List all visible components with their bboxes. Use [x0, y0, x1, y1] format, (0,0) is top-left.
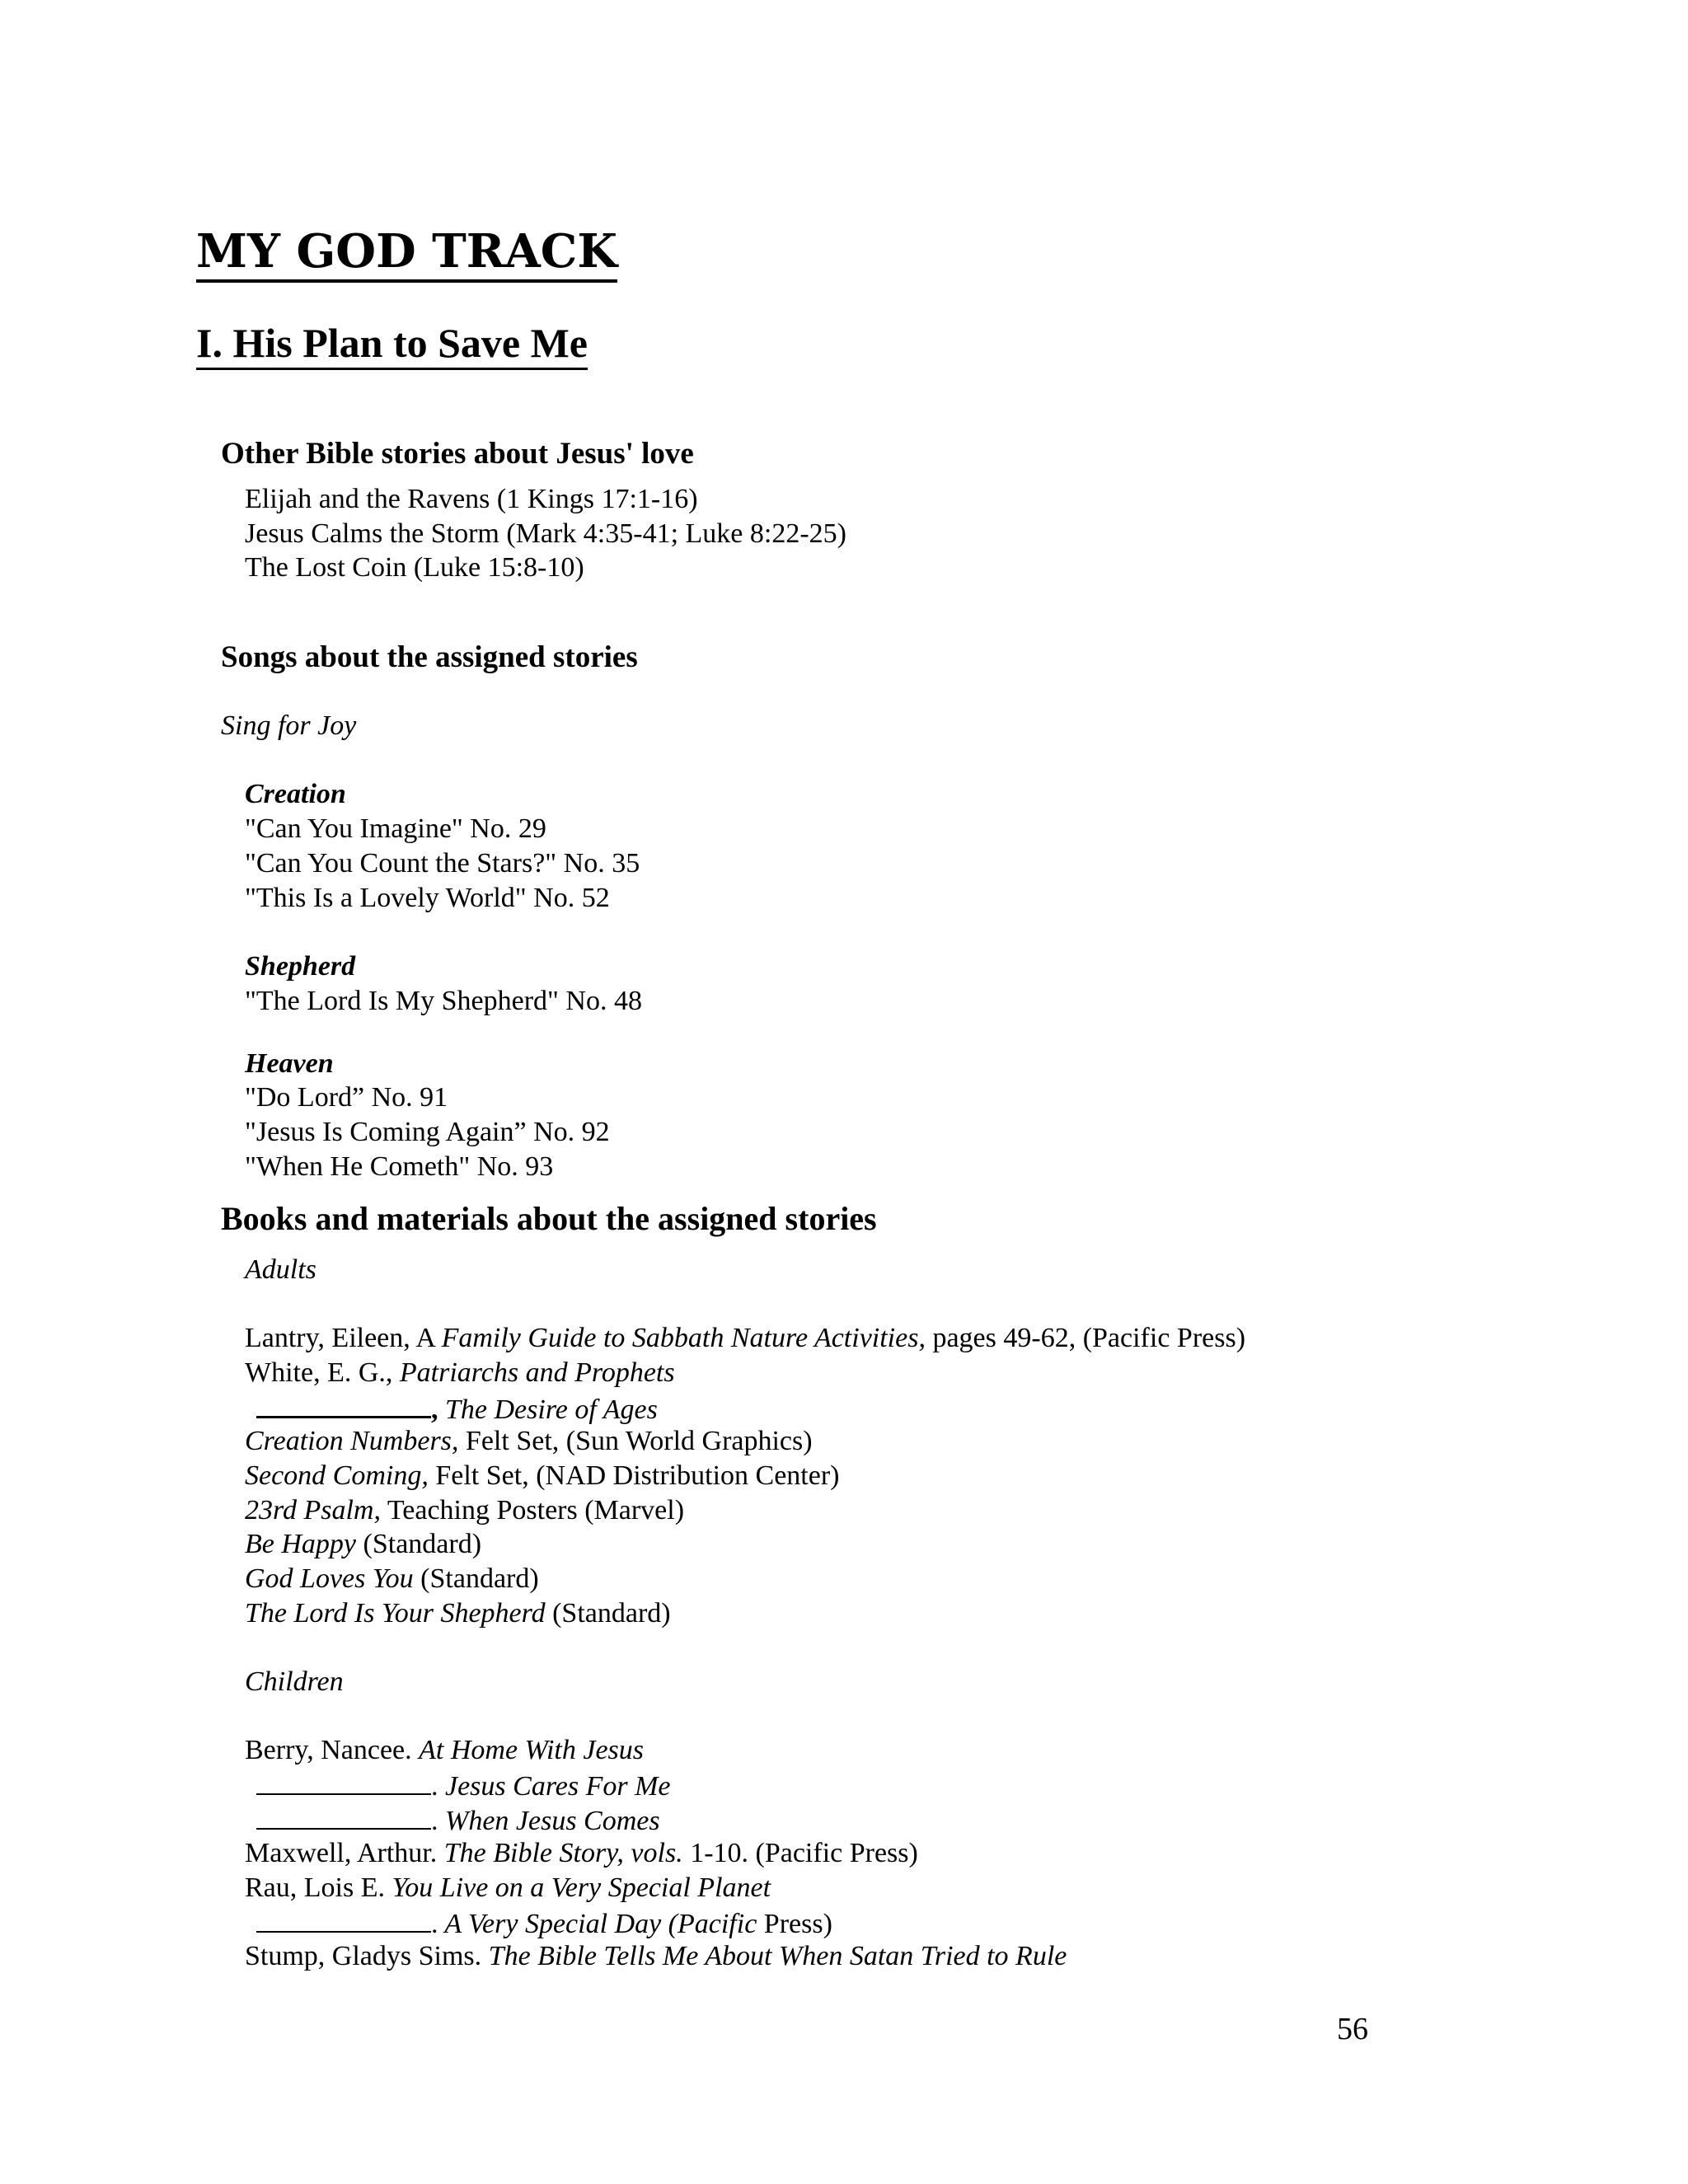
section-title: I. His Plan to Save Me — [196, 318, 588, 370]
song-item: "This Is a Lovely World" No. 52 — [245, 883, 610, 913]
song-item: "When He Cometh" No. 93 — [245, 1151, 554, 1182]
book-entry: Creation Numbers, Felt Set, (Sun World Graphics) — [245, 1426, 813, 1456]
book-entry: Stump, Gladys Sims. The Bible Tells Me About When Satan Tried to Rule — [245, 1941, 1067, 1971]
book-entry: , The Desire of Ages — [245, 1391, 658, 1427]
author-blank — [256, 1906, 431, 1933]
book-entry: . A Very Special Day (Pacific Press) — [245, 1906, 832, 1942]
book-entry: 23rd Psalm, Teaching Posters (Marvel) — [245, 1495, 685, 1526]
song-category-creation: Creation — [245, 779, 346, 809]
song-item: "Can You Imagine" No. 29 — [245, 813, 546, 844]
book-entry: Maxwell, Arthur. The Bible Story, vols. 1-10. (Pacific Press) — [245, 1838, 918, 1868]
book-entry: Berry, Nancee. At Home With Jesus — [245, 1735, 645, 1765]
book-entry: Rau, Lois E. You Live on a Very Special Planet — [245, 1872, 771, 1903]
book-entry: Be Happy (Standard) — [245, 1529, 482, 1559]
book-entry: The Lord Is Your Shepherd (Standard) — [245, 1598, 671, 1629]
book-entry: Lantry, Eileen, A Family Guide to Sabbath Nature Activities, pages 49-62, (Pacific Press) — [245, 1323, 1246, 1353]
song-item: "Jesus Is Coming Again” No. 92 — [245, 1117, 610, 1147]
author-blank — [256, 1803, 431, 1830]
story-item: The Lost Coin (Luke 15:8-10) — [245, 552, 584, 583]
book-entry: Second Coming, Felt Set, (NAD Distribution Center) — [245, 1460, 840, 1491]
song-item: "The Lord Is My Shepherd" No. 48 — [245, 986, 642, 1016]
page-number: 56 — [1337, 2012, 1368, 2046]
song-item: "Can You Count the Stars?" No. 35 — [245, 848, 640, 879]
author-blank — [256, 1769, 431, 1795]
author-blank — [256, 1391, 431, 1418]
songbook-title: Sing for Joy — [221, 710, 357, 741]
story-item: Jesus Calms the Storm (Mark 4:35-41; Luke 8:22-25) — [245, 518, 846, 549]
book-entry: God Loves You (Standard) — [245, 1563, 539, 1594]
books-heading: Books and materials about the assigned stories — [221, 1200, 877, 1237]
song-category-shepherd: Shepherd — [245, 951, 356, 982]
songs-heading: Songs about the assigned stories — [221, 640, 638, 674]
song-item: "Do Lord” No. 91 — [245, 1082, 448, 1113]
book-entry: White, E. G., Patriarchs and Prophets — [245, 1357, 675, 1388]
book-entry: . Jesus Cares For Me — [245, 1769, 671, 1804]
other-stories-heading: Other Bible stories about Jesus' love — [221, 437, 694, 471]
children-label: Children — [245, 1666, 344, 1697]
story-item: Elijah and the Ravens (1 Kings 17:1-16) — [245, 484, 698, 514]
book-entry: . When Jesus Comes — [245, 1803, 660, 1839]
page-title: MY GOD TRACK — [196, 224, 617, 283]
song-category-heaven: Heaven — [245, 1048, 334, 1079]
adults-label: Adults — [245, 1254, 316, 1285]
